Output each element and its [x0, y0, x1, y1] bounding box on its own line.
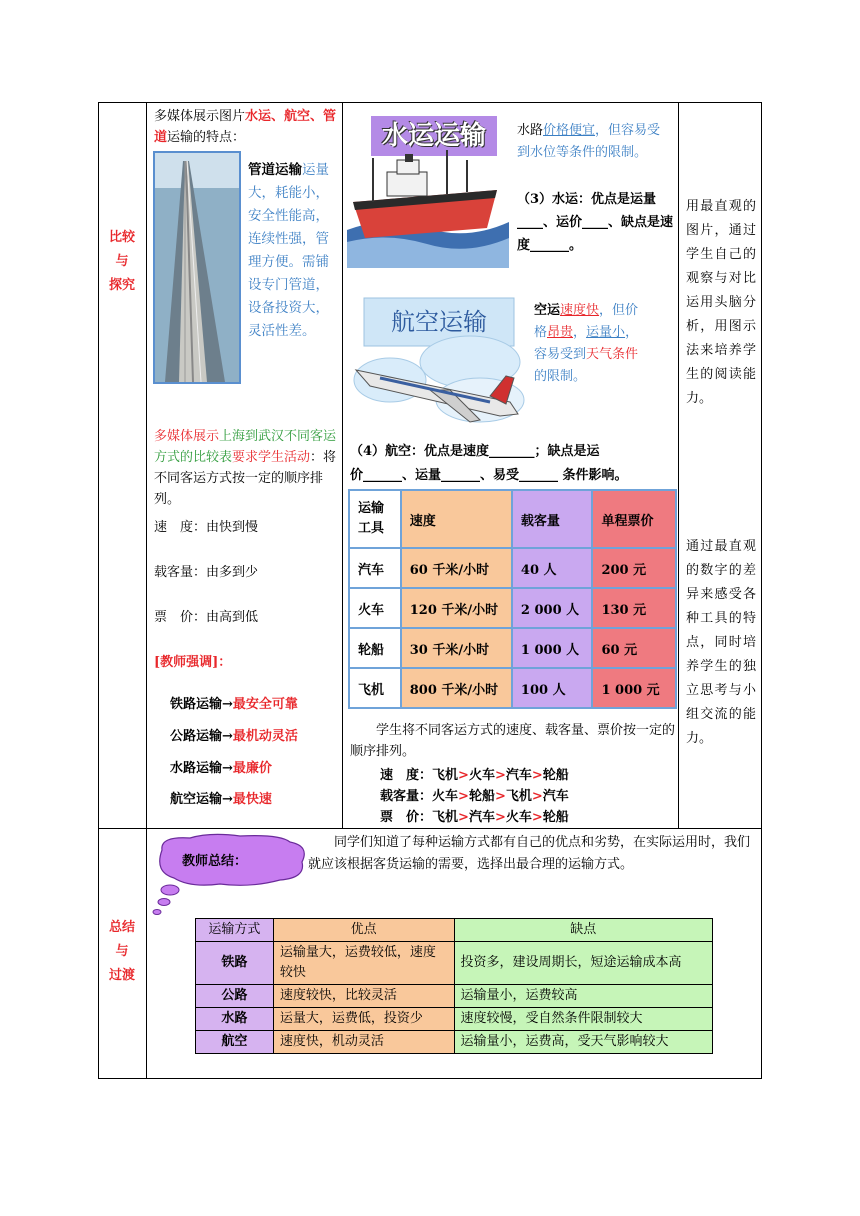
table-cell: 投资多，建设周期长，短途运输成本高 [454, 942, 712, 985]
sort-line-capacity: 载客量：火车>轮船>飞机>汽车 [380, 789, 569, 804]
table-row [349, 548, 676, 588]
order-speed: 速 度：由快到慢 [154, 520, 259, 535]
header-cell: 速度 [401, 490, 512, 548]
table-cell: 120 千米/小时 [401, 588, 512, 628]
table-row [196, 1008, 713, 1031]
table-cell: 汽车 [349, 548, 401, 588]
emphasis-item: 航空运输→最快速 [170, 792, 272, 807]
header-cell: 缺点 [454, 919, 712, 942]
table-cell: 速度较慢，受自然条件限制较大 [454, 1008, 712, 1031]
order-capacity: 载客量：由多到少 [154, 565, 259, 580]
multimedia-text: 多媒体展示上海到武汉不同客运方式的比较表要求学生活动：将不同客运方式按一定的顺序排列。 [154, 429, 337, 507]
water-description: 水路价格便宜，但容易受到水位等条件的限制。 [517, 123, 661, 160]
header-cell: 优点 [273, 919, 454, 942]
pipeline-image [153, 151, 241, 384]
order-price: 票 价：由高到低 [154, 610, 259, 625]
table-border-top [98, 102, 761, 103]
table-row [349, 668, 676, 708]
table-cell: 铁路 [196, 942, 274, 985]
table-cell: 200 元 [592, 548, 676, 588]
table-cell: 运输量小，运费高，受天气影响较大 [454, 1031, 712, 1054]
table-cell: 航空 [196, 1031, 274, 1054]
table-col-divider-2 [342, 102, 343, 828]
table-cell: 运输量小，运费较高 [454, 985, 712, 1008]
water-transport-image [347, 110, 509, 268]
bubble-label: 教师总结： [182, 854, 248, 869]
table-header-row [349, 490, 676, 548]
table-cell: 速度较快，比较灵活 [273, 985, 454, 1008]
table-cell: 60 千米/小时 [401, 548, 512, 588]
air-description: 空运速度快，但价格昂贵，运量小，容易受到天气条件的限制。 [534, 303, 639, 384]
pipeline-description: 管道运输运量大，耗能小，安全性能高，连续性强，管理方便。需铺设专门管道，设备投资大，灵活性差。 [248, 162, 329, 339]
table-cell: 60 元 [592, 628, 676, 668]
section-label-summary: 总结 与 过渡 [108, 920, 135, 983]
table-border-left [98, 102, 99, 1079]
transport-summary-table [195, 918, 713, 1054]
air-transport-image [350, 290, 528, 430]
header-cell: 运输工具 [349, 490, 401, 548]
question-water: （3）水运：优点是运量____、运价____、缺点是速度______。 [517, 192, 674, 253]
table-header-row [196, 919, 713, 942]
air-image-title: 航空运输 [391, 308, 487, 336]
sort-intro: 学生将不同客运方式的速度、载客量、票价按一定的顺序排列。 [350, 723, 676, 759]
table-row-divider [98, 828, 761, 829]
design-note-2: 通过最直观的数字的差异来感受各种工具的特点，同时培养学生的独立思考与小组交流的能力。 [686, 539, 756, 746]
table-row [196, 942, 713, 985]
table-cell: 1 000 人 [512, 628, 593, 668]
water-image-title: 水运运输 [381, 121, 486, 151]
table-cell: 运输量大，运费较低，速度较快 [273, 942, 454, 985]
teacher-summary-bubble [150, 832, 320, 920]
table-cell: 轮船 [349, 628, 401, 668]
intro-text: 多媒体展示图片水运、航空、管道运输的特点： [154, 109, 337, 145]
sort-line-speed: 速 度：飞机>火车>汽车>轮船 [380, 768, 569, 783]
passenger-comparison-table [348, 489, 677, 709]
table-row [349, 628, 676, 668]
design-note-1: 用最直观的图片，通过学生自己的观察与对比运用头脑分析，用图示法来培养学生的阅读能力。 [686, 199, 756, 406]
question-air: （4）航空：优点是速度_______；缺点是运 价______、运量______、易受______ 条件影响。 [350, 444, 628, 483]
header-cell: 单程票价 [592, 490, 676, 548]
summary-paragraph: 同学们知道了每种运输方式都有自己的优点和劣势，在实际运用时，我们就应该根据客货运输的需要，选择出最合理的运输方式。 [308, 835, 751, 872]
table-cell: 130 元 [592, 588, 676, 628]
header-cell: 运输方式 [196, 919, 274, 942]
table-row [196, 1031, 713, 1054]
table-border-right [761, 102, 762, 1079]
table-cell: 水路 [196, 1008, 274, 1031]
table-row [196, 985, 713, 1008]
table-border-bottom [98, 1078, 761, 1079]
table-row [349, 588, 676, 628]
table-cell: 2 000 人 [512, 588, 593, 628]
header-cell: 载客量 [512, 490, 593, 548]
table-cell: 30 千米/小时 [401, 628, 512, 668]
table-cell: 速度快，机动灵活 [273, 1031, 454, 1054]
emphasis-item: 水路运输→最廉价 [170, 761, 272, 776]
teacher-emphasis-title: [教师强调]： [154, 655, 232, 670]
section-label-compare: 比较 与 探究 [108, 230, 135, 293]
table-cell: 40 人 [512, 548, 593, 588]
table-cell: 800 千米/小时 [401, 668, 512, 708]
emphasis-item: 公路运输→最机动灵活 [170, 729, 298, 744]
table-col-divider-1 [146, 102, 147, 1079]
table-col-divider-3 [678, 102, 679, 828]
table-cell: 1 000 元 [592, 668, 676, 708]
sort-line-price: 票 价：飞机>汽车>火车>轮船 [380, 810, 569, 825]
table-cell: 运量大，运费低，投资少 [273, 1008, 454, 1031]
table-cell: 飞机 [349, 668, 401, 708]
table-cell: 火车 [349, 588, 401, 628]
table-cell: 公路 [196, 985, 274, 1008]
table-cell: 100 人 [512, 668, 593, 708]
emphasis-item: 铁路运输→最安全可靠 [170, 697, 298, 712]
